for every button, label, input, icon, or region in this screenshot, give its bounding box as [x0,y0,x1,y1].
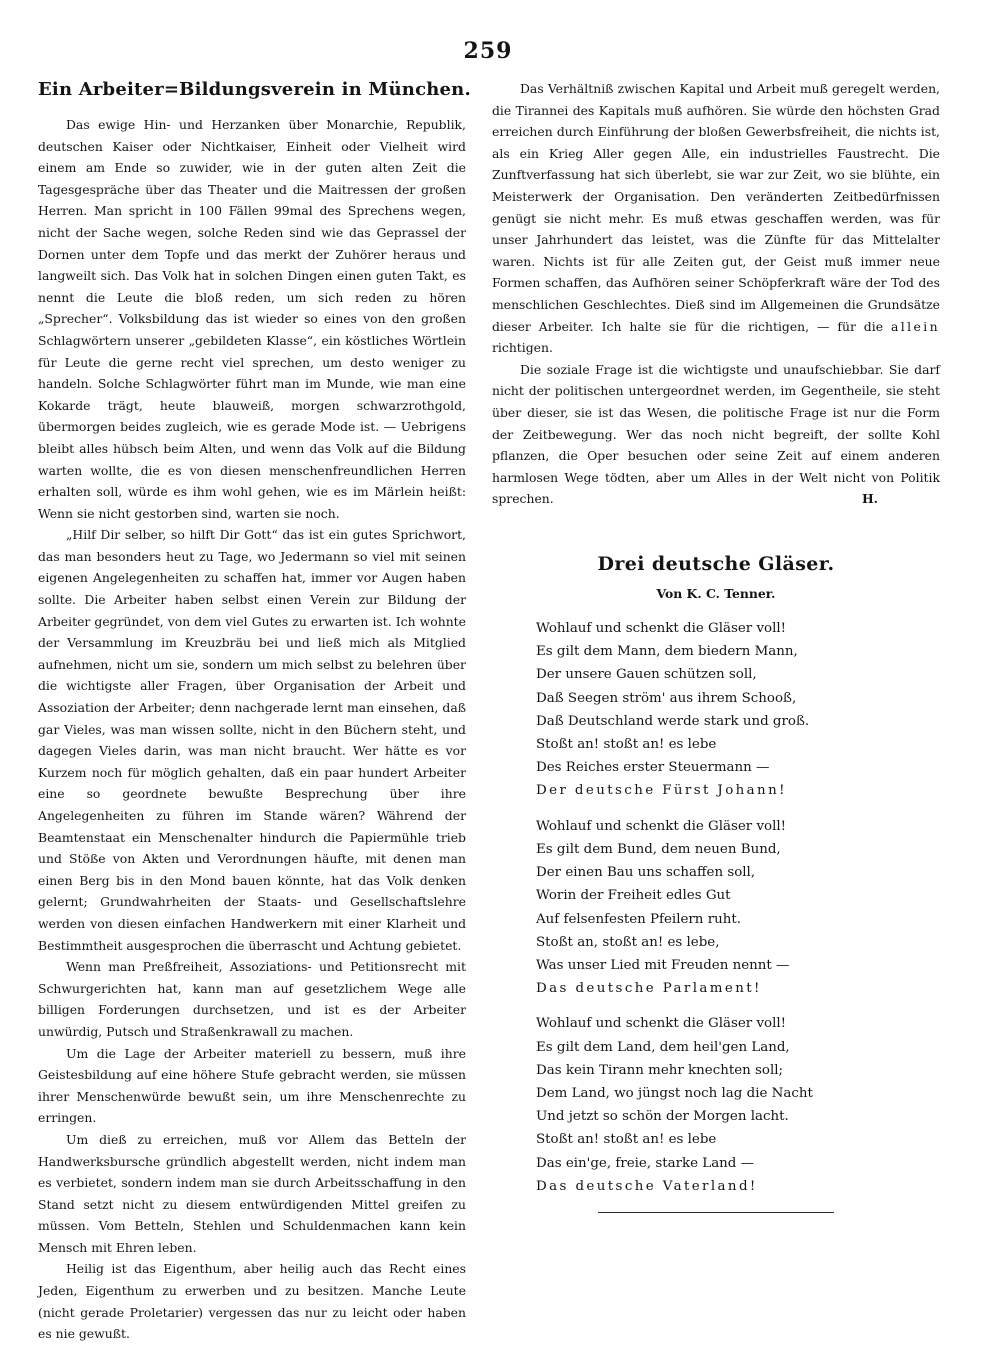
poem-verse: Es gilt dem Land, dem heil'gen Land, [536,1039,790,1055]
left-column [38,78,471,1345]
poem-title: Drei deutsche Gläser. [597,552,835,575]
poem-verse: Auf felsenfesten Pfeilern ruht. [536,911,741,927]
poem-verse: Daß Seegen ström' aus ihrem Schooß, [536,690,797,706]
poem-verse: Es gilt dem Mann, dem biedern Mann, [536,644,798,660]
poem-stanza [492,1012,940,1198]
closing-paragraph [492,359,940,510]
poem-verse: Wohlauf und schenkt die Gläser voll! [536,818,787,834]
page-number: 259 [463,38,513,64]
poem-verse: Wohlauf und schenkt die Gläser voll! [536,621,787,637]
article-paragraph: Um dieß zu erreichen, muß vor Allem das Betteln der Handwerksbursche gründlich abgestellt werden, nicht indem man es verbietet, sondern indem man sie durch Arbeitsschaffung in den Stand setzt nicht zu diesem entwürdigenden Mittel greifen zu müssen. Vom Betteln, Stehlen und Schuldenmachen kann kein Mensch mit Ehren leben. [38,1131,466,1255]
poem-verse: Und jetzt so schön der Morgen lacht. [536,1109,789,1125]
emphasized-word: allein [890,318,940,334]
poem-verse: Es gilt dem Bund, dem neuen Bund, [536,841,781,857]
poem-stanza [492,617,940,803]
poem-stanza [492,815,940,1001]
poem-verse: Stoßt an! stoßt an! es lebe [536,737,717,753]
article-paragraph: Heilig ist das Eigenthum, aber heilig auch das Recht eines Jeden, Eigenthum zu erwerben und zu besitzen. Manche Leute (nicht gerade Proletarier) vergessen das nur zu leicht oder haben es nie gewußt. [38,1261,466,1342]
poem-verse: Das ein'ge, freie, starke Land — [536,1155,755,1171]
article-continuation [492,78,940,359]
poem-verse: Wohlauf und schenkt die Gläser voll! [536,1016,787,1032]
continuation-text: Das Verhältniß zwischen Kapital und Arbeit muß geregelt werden, die Tirannei des Kapitals muß aufhören. Sie würde den höchsten Grad erreichen durch Einführung der bloßen Gewerbsfreiheit, die nichts ist, als ein Krieg Aller gegen Alle, ein industrielles Faustrecht. Die Zunftverfassung hat sich überlebt, sie war zur Zeit, wo sie blühte, ein Meisterwerk der Organisation. Den veränderten Zeitbedürfnissen genügt sie nicht mehr. Es muß etwas geschaffen werden, was für unser Jahrhundert das leistet, was die Zünfte für das Mittelalter waren. Nichts ist für alle Zeiten gut, der Geist muß immer neue Formen schaffen, das Aufhören seiner Schöpferkraft wäre der Tod des menschlichen Geschlechtes. Dieß sind im Allgemeinen die Grundsätze dieser Arbeiter. Ich halte sie für die richtigen, — für die [492,81,940,334]
closing-text: Die soziale Frage ist die wichtigste und unaufschiebbar. Sie darf nicht der politischen untergeordnet werden, im Gegentheile, sie steht über dieser, sie ist das Wesen, die politische Frage ist nur die Form der Zeitbewegung. Wer das noch nicht begreift, der sollte Kohl pflanzen, die Oper besuchen oder seine Zeit auf einem anderen harmlosen Wege tödten, aber um Alles in der Welt nicht von Politik sprechen. [492,361,940,507]
poem-verse-refrain: Das deutsche Vaterland! [536,1178,758,1194]
poem-verse: Der unsere Gauen schützen soll, [536,667,757,683]
poem-verse: Stoßt an, stoßt an! es lebe, [536,934,720,950]
poem-verse: Daß Deutschland werde stark und groß. [536,713,810,729]
poem-verse: Stoßt an! stoßt an! es lebe [536,1132,717,1148]
article-paragraph: Wenn man Preßfreiheit, Assoziations- und Petitionsrecht mit Schwurgerichten hat, kann man auf gesetzlichem Wege alle billigen Forderungen durchsetzen, und ist es der Arbeiter unwürdig, Putsch und Straßenkrawall zu machen. [38,959,466,1039]
article-paragraph: Das ewige Hin- und Herzanken über Monarchie, Republik, deutschen Kaiser oder Nichtkaiser, Einheit oder Vielheit wird einem am Ende so zuwider, wie in der guten alten Zeit die Tagesgespräche über das Theater und die Maitressen der großen Herren. Man spricht in 100 Fällen 99mal des Sprechens wegen, nicht der Sache wegen, solche Reden sind wie das Geprassel der Dornen unter dem Topfe und das merkt der Zuhörer heraus und langweilt sich. Das Volk hat in solchen Dingen einen guten Takt, es nennt die Leute die bloß reden, um sich reden zu hören „Sprecher“. Volksbildung das ist wieder so eines von den großen Schlagwörtern unserer „gebildeten Klasse“, ein köstliches Wörtlein für Leute die gerne recht viel sprechen, um desto weniger zu handeln. Solche Schlagwörter führt man im Munde, wie man eine Kokarde trägt, heute blauweiß, morgen schwarzrothgold, übermorgen beides zugleich, wie es gerade Mode ist. — Uebrigens bleibt alles hübsch beim Alten, und wenn das Volk auf die Bildung warten wollte, die es von diesen menschenfreundlichen Herren erhalten soll, würde es ihm wohl gehen, wie es im Märlein heißt: Wenn sie nicht gestorben sind, warten sie noch. [38,117,466,521]
poem-verse-refrain: Der deutsche Fürst Johann! [536,783,787,799]
poem-verse: Der einen Bau uns schaffen soll, [536,865,756,881]
signature: H. [861,491,878,507]
poem-verse: Dem Land, wo jüngst noch lag die Nacht [536,1085,813,1101]
poem-author: Von K. C. Tenner. [656,586,776,602]
poem-verse: Des Reiches erster Steuermann — [536,760,770,776]
poem-verse: Was unser Lied mit Freuden nennt — [536,957,790,973]
right-column [492,78,940,1213]
article-paragraph: Um die Lage der Arbeiter materiell zu bessern, muß ihre Geistesbildung auf eine höhere Stufe gebracht werden, sie müssen ihrer Menschenwürde bewußt sein, um ihre Menschenrechte zu erringen. [38,1045,466,1126]
article-paragraph: „Hilf Dir selber, so hilft Dir Gott“ das ist ein gutes Sprichwort, das man besonders heut zu Tage, wo Jedermann so viel mit seinen eigenen Angelegenheiten zu schaffen hat, immer vor Augen haben sollte. Die Arbeiter haben selbst einen Verein zur Bildung der Arbeiter gegründet, von dem viel Gutes zu erwarten ist. Ich wohnte der Versammlung im Kreuzbräu bei und ließ mich als Mitglied aufnehmen, nicht um sie, sondern um mich selbst zu belehren über die wichtigste aller Fragen, über Organisation der Arbeit und Assoziation der Arbeiter; denn nachgerade lernt man einsehen, daß gar Vieles, was man wissen sollte, nicht in den Büchern steht, und dagegen Vieles darin, was man nicht braucht. Wer hätte es vor Kurzem noch für möglich gehalten, daß ein paar hundert Arbeiter eine so geordnete bewußte Besprechung über ihre Angelegenheiten zu führen im Stande wären? Während der Beamtenstaat ein Menschenalter hindurch die Papiermühle trieb und Stöße von Akten und Verordnungen häufte, mit denen man einen Berg bis in den Mond bauen könnte, hat das Volk denken gelernt; Grundwahrheiten der Staats- und Gesellschaftslehre werden von diesen einfachen Handwerkern mit einer Klarheit und Bestimmtheit ausgesprochen die überrascht und Achtung gebietet. [38,527,466,953]
poem-verse: Worin der Freiheit edles Gut [536,888,731,904]
end-rule [598,1212,834,1213]
article-title: Ein Arbeiter=Bildungsverein in München. [38,79,471,100]
continuation-end: richtigen. [492,340,553,356]
poem-verse: Das kein Tirann mehr knechten soll; [536,1062,784,1078]
poem-verse-refrain: Das deutsche Parlament! [536,981,762,997]
